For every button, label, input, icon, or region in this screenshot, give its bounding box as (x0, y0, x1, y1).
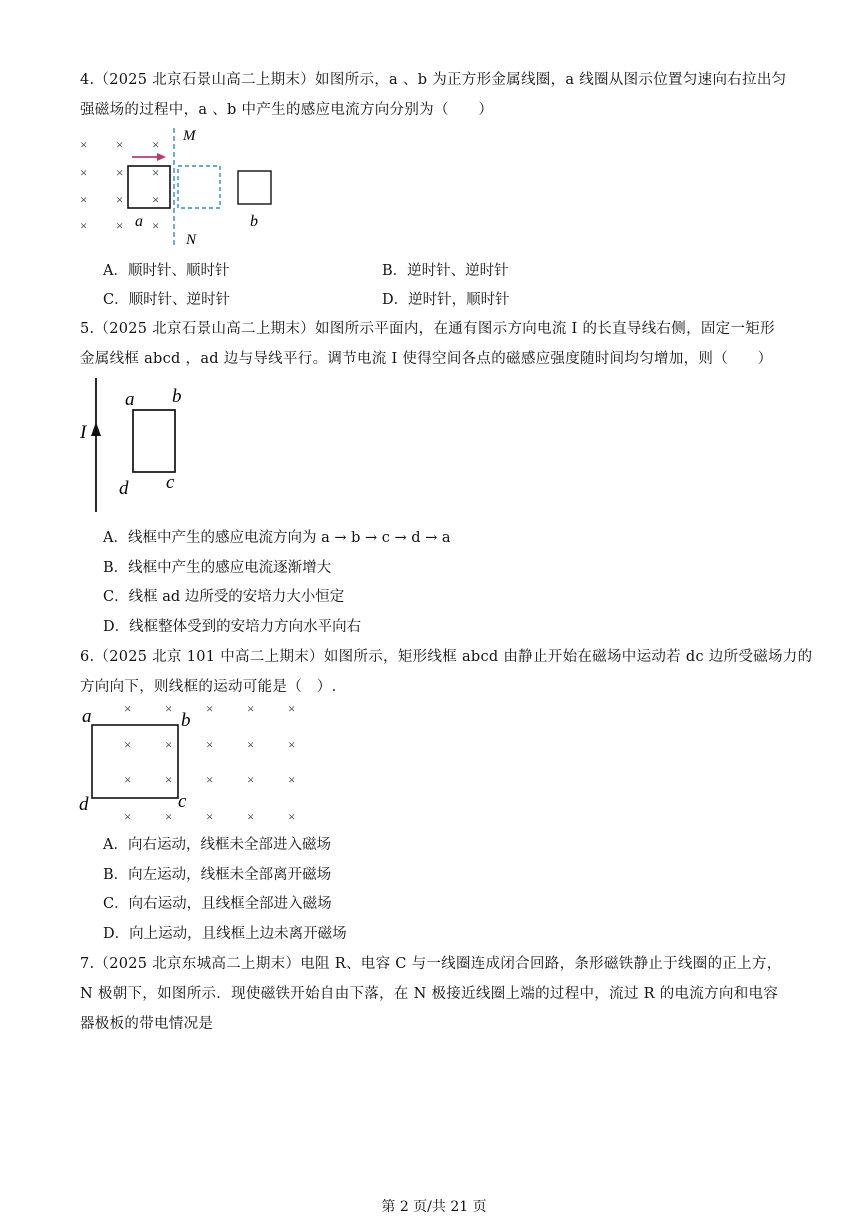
svg-text:×: × (206, 809, 214, 824)
q6-option-b[interactable]: B．向左运动，线框未全部离开磁场 (103, 867, 332, 883)
q7-line2: N 极朝下，如图所示．现使磁铁开始自由下落，在 N 极接近线圈上端的过程中，流过 R 的电流方向和电容 (80, 986, 779, 1002)
q4-option-d[interactable]: D．逆时针，顺时针 (382, 292, 510, 308)
q4-coil-b (238, 171, 271, 204)
q4-label-m: M (183, 128, 196, 144)
q6-line2: 方向向下，则线框的运动可能是（ ）. (80, 679, 337, 695)
q5-label-d: d (119, 478, 129, 499)
q6-option-d[interactable]: D．向上运动，且线框上边未离开磁场 (103, 926, 347, 942)
q4-arrow-head (157, 153, 166, 161)
q6-line1: 6.（2025 北京 101 中高二上期末）如图所示，矩形线框 abcd 由静止开始在磁场中运动若 dc 边所受磁场力的 (80, 649, 813, 665)
svg-text:×: × (165, 701, 173, 716)
svg-text:×: × (152, 192, 160, 207)
q6-field-crosses (124, 701, 295, 824)
q6-frame (92, 725, 178, 798)
svg-text:×: × (80, 192, 88, 207)
q4-label-n: N (186, 232, 197, 248)
svg-text:×: × (124, 737, 132, 752)
q5-current-arrow (91, 422, 101, 436)
q7-line1: 7.（2025 北京东城高二上期末）电阻 R、电容 C 与一线圈连成闭合回路，条形磁铁静止于线圈的正上方， (80, 956, 782, 972)
svg-text:×: × (80, 218, 88, 233)
svg-text:×: × (152, 165, 160, 180)
svg-text:×: × (165, 809, 173, 824)
svg-text:×: × (165, 772, 173, 787)
q5-label-i: I (80, 422, 87, 443)
q5-frame (133, 410, 175, 472)
q6-label-b: b (181, 710, 191, 731)
svg-text:×: × (247, 737, 255, 752)
svg-text:×: × (152, 218, 160, 233)
q5-figure (75, 374, 215, 516)
q6-option-c[interactable]: C．向右运动，且线框全部进入磁场 (103, 896, 332, 912)
svg-text:×: × (288, 701, 296, 716)
q4-coil-a-dashed (178, 166, 220, 208)
q5-label-c: c (166, 472, 175, 493)
q4-label-b: b (250, 213, 258, 230)
svg-text:×: × (288, 737, 296, 752)
q4-option-a[interactable]: A．顺时针、顺时针 (103, 263, 230, 279)
q6-label-d: d (79, 794, 89, 815)
q5-option-c[interactable]: C．线框 ad 边所受的安培力大小恒定 (103, 589, 345, 605)
svg-text:×: × (80, 165, 88, 180)
q4-coil-a (128, 166, 170, 208)
q4-line1: 4.（2025 北京石景山高二上期末）如图所示，a 、b 为正方形金属线圈，a 线圈从图示位置匀速向右拉出匀 (80, 72, 787, 88)
q6-option-a[interactable]: A．向右运动，线框未全部进入磁场 (103, 837, 331, 853)
svg-text:×: × (124, 701, 132, 716)
svg-text:×: × (80, 137, 88, 152)
svg-text:×: × (152, 137, 160, 152)
q5-option-a[interactable]: A．线框中产生的感应电流方向为 a → b → c → d → a (103, 530, 451, 546)
svg-text:×: × (247, 701, 255, 716)
svg-text:×: × (206, 772, 214, 787)
svg-text:×: × (116, 192, 124, 207)
q5-line1: 5.（2025 北京石景山高二上期末）如图所示平面内，在通有图示方向电流 I 的长直导线右侧，固定一矩形 (80, 321, 775, 337)
q4-line2: 强磁场的过程中，a 、b 中产生的感应电流方向分别为（ ） (80, 102, 494, 118)
q4-field-crosses (80, 137, 159, 233)
svg-text:×: × (124, 809, 132, 824)
q5-label-a: a (125, 389, 135, 410)
q5-label-b: b (172, 386, 182, 407)
svg-text:×: × (247, 809, 255, 824)
q5-option-b[interactable]: B．线框中产生的感应电流逐渐增大 (103, 560, 332, 576)
q4-option-b[interactable]: B．逆时针、逆时针 (382, 263, 509, 279)
svg-text:×: × (116, 218, 124, 233)
svg-text:×: × (116, 165, 124, 180)
svg-text:×: × (206, 701, 214, 716)
q4-label-a: a (135, 213, 143, 230)
q5-option-d[interactable]: D．线框整体受到的安培力方向水平向右 (103, 619, 362, 635)
page-footer: 第 2 页/共 21 页 (381, 1199, 487, 1215)
q6-label-a: a (82, 706, 92, 727)
svg-text:×: × (165, 737, 173, 752)
q5-line2: 金属线框 abcd ，ad 边与导线平行。调节电流 I 使得空间各点的磁感应强度随时间均匀增加，则（ ） (80, 351, 773, 367)
svg-text:×: × (288, 772, 296, 787)
q6-figure (75, 700, 315, 828)
svg-text:×: × (124, 772, 132, 787)
svg-text:×: × (116, 137, 124, 152)
svg-text:×: × (288, 809, 296, 824)
svg-text:×: × (247, 772, 255, 787)
q4-option-c[interactable]: C．顺时针、逆时针 (103, 292, 231, 308)
q7-line3: 器极板的带电情况是 (80, 1016, 214, 1032)
svg-text:×: × (206, 737, 214, 752)
q4-figure (70, 122, 300, 252)
q6-label-c: c (178, 791, 187, 812)
